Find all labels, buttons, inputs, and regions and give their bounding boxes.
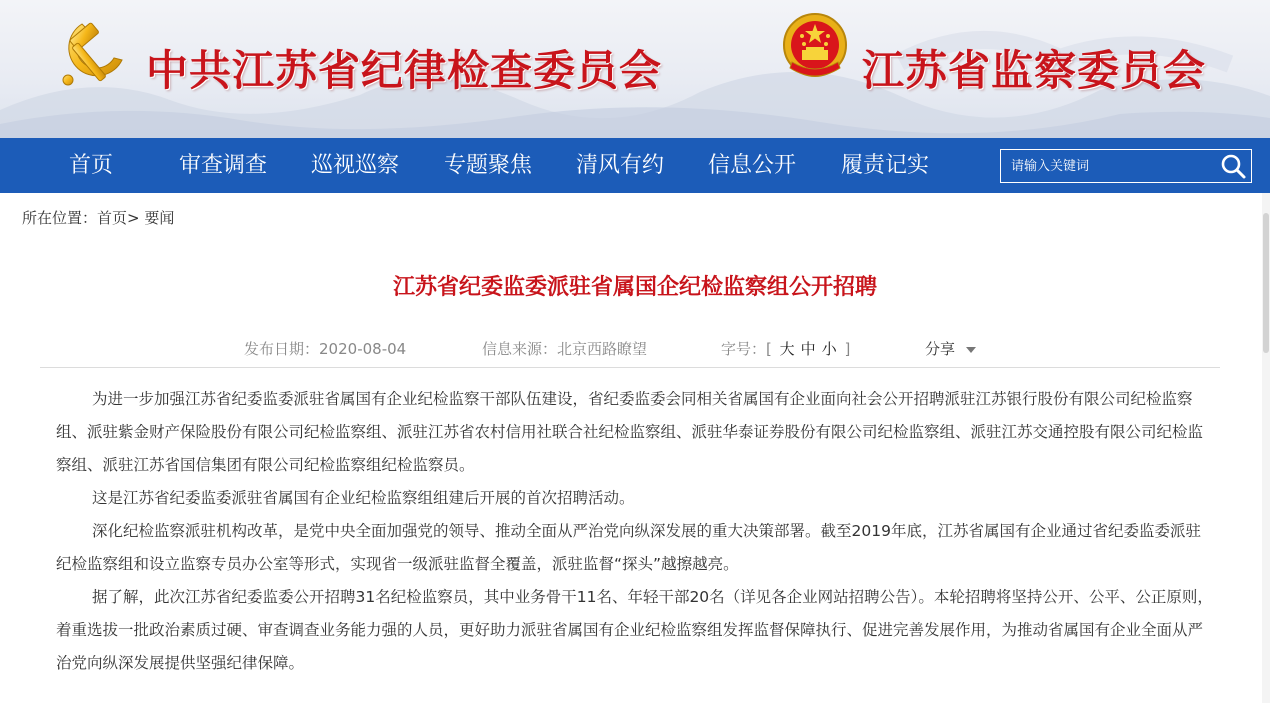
national-emblem-icon bbox=[782, 12, 848, 82]
publish-date-value: 2020-08-04 bbox=[319, 340, 407, 358]
article-paragraph: 据了解，此次江苏省纪委监委公开招聘31名纪检监察员，其中业务骨干11名、年轻干部20名（详见各企业网站招聘公告）。本轮招聘将坚持公开、公平、公正原则，着重选拔一批政治素质过硬、审查调查业务能力强的人员，更好助力派驻省属国有企业纪检监察组发挥监督保障执行、促进完善发展作用，为推动省属国有企业全面从严治党向纵深发展提供坚强纪律保障。 bbox=[56, 588, 1213, 672]
article-title: 江苏省纪委监委派驻省属国企纪检监察组公开招聘 bbox=[392, 275, 877, 300]
search-button[interactable] bbox=[1215, 150, 1251, 182]
chevron-down-icon bbox=[964, 345, 978, 355]
article-paragraph: 这是江苏省纪委监委派驻省属国有企业纪检监察组组建后开展的首次招聘活动。 bbox=[92, 489, 635, 507]
article-paragraph: 深化纪检监察派驻机构改革，是党中央全面加强党的领导、推动全面从严治党向纵深发展的重大决策部署。截至2019年底，江苏省属国有企业通过省纪委监委派驻纪检监察组和设立监察专员办公室等形式，实现省一级派驻监督全覆盖，派驻监督“探头”越擦越亮。 bbox=[56, 522, 1201, 573]
info-source-label: 信息来源： bbox=[482, 340, 558, 358]
nav-item-home[interactable]: 首页 bbox=[69, 153, 114, 178]
nav-item-topics[interactable]: 专题聚焦 bbox=[444, 153, 533, 178]
breadcrumb-current-link[interactable]: 要闻 bbox=[144, 209, 175, 227]
font-size-medium-button[interactable]: 中 bbox=[800, 340, 816, 358]
font-size-label: 字号： bbox=[721, 340, 767, 358]
font-size-bracket-close: ] bbox=[844, 340, 851, 358]
nav-item-investigation[interactable]: 审查调查 bbox=[179, 153, 268, 178]
font-size-small-button[interactable]: 小 bbox=[821, 340, 837, 358]
breadcrumb-separator: > bbox=[127, 209, 140, 227]
nav-item-info-disclosure[interactable]: 信息公开 bbox=[708, 153, 797, 178]
supervision-commission-title: 江苏省监察委员会 bbox=[862, 46, 1207, 95]
breadcrumb bbox=[22, 207, 174, 228]
nav-item-duty-record[interactable]: 履责记实 bbox=[841, 153, 930, 178]
nav-item-inspection[interactable]: 巡视巡察 bbox=[311, 153, 400, 178]
publish-date bbox=[244, 338, 406, 359]
meta-divider bbox=[40, 367, 1220, 368]
page-scrollbar[interactable] bbox=[1262, 193, 1270, 703]
search-icon bbox=[1215, 150, 1251, 182]
font-size-large-button[interactable]: 大 bbox=[779, 340, 795, 358]
info-source bbox=[482, 338, 647, 359]
breadcrumb-prefix: 所在位置： bbox=[22, 209, 98, 227]
search-input[interactable] bbox=[1001, 150, 1213, 182]
font-size-bracket-open: [ bbox=[766, 340, 772, 358]
scrollbar-thumb[interactable] bbox=[1263, 213, 1269, 353]
nav-item-clean-wind[interactable]: 清风有约 bbox=[576, 153, 665, 178]
breadcrumb-home-link[interactable]: 首页 bbox=[97, 209, 128, 227]
share-menu[interactable] bbox=[925, 338, 978, 359]
publish-date-label: 发布日期： bbox=[244, 340, 320, 358]
ccdi-site-title: 中共江苏省纪律检查委员会 bbox=[146, 46, 663, 95]
party-emblem-icon bbox=[52, 14, 132, 94]
share-label[interactable]: 分享 bbox=[925, 340, 956, 358]
search-box bbox=[1000, 149, 1252, 183]
info-source-value: 北京西路瞭望 bbox=[557, 340, 648, 358]
font-size-control bbox=[721, 338, 850, 359]
site-banner bbox=[0, 0, 1270, 138]
article-paragraph: 为进一步加强江苏省纪委监委派驻省属国有企业纪检监察干部队伍建设，省纪委监委会同相关省属国有企业面向社会公开招聘派驻江苏银行股份有限公司纪检监察组、派驻紫金财产保险股份有限公司纪检监察组、派驻江苏省农村信用社联合社纪检监察组、派驻华泰证券股份有限公司纪检监察组、派驻江苏交通控股有限公司纪检监察组、派驻江苏省国信集团有限公司纪检监察组纪检监察员。 bbox=[56, 390, 1204, 474]
